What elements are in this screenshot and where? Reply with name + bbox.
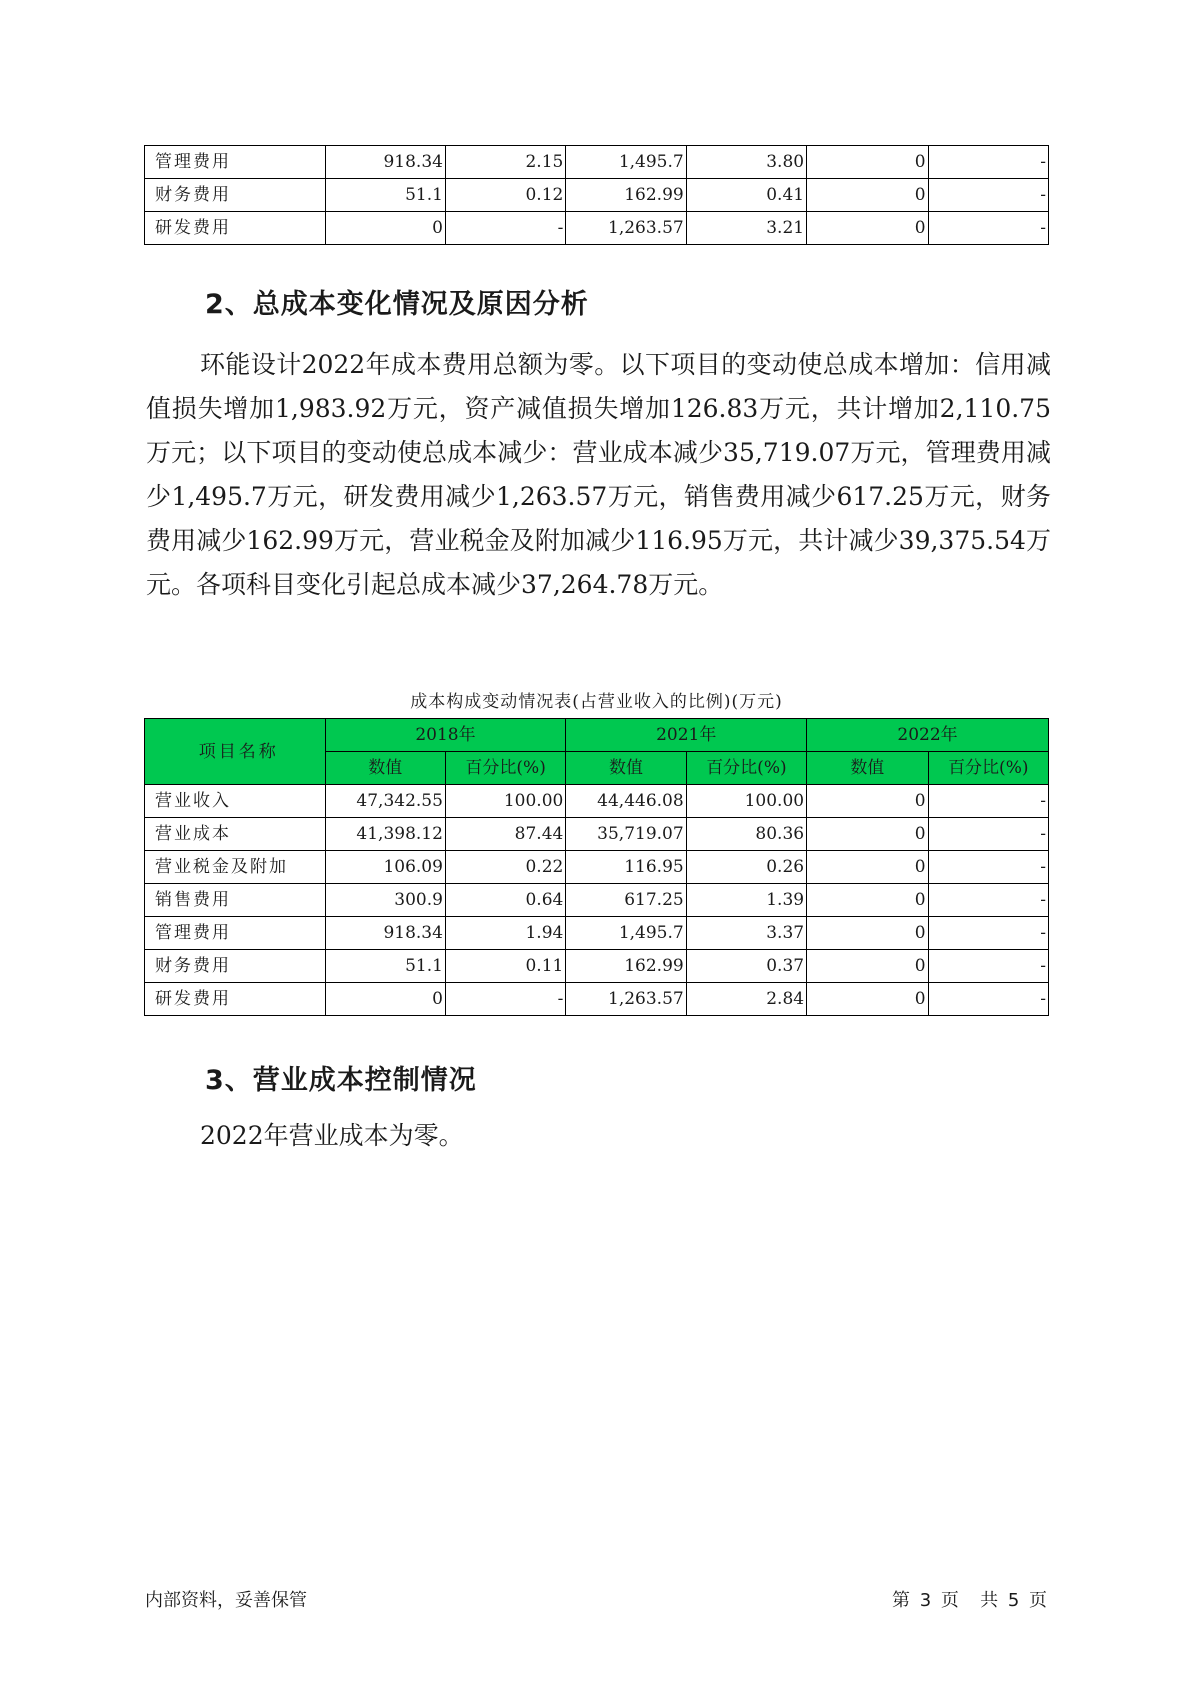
cell-v2021: 1,495.7: [566, 917, 686, 950]
cell-p2022: -: [928, 884, 1048, 917]
cell-p2021: 0.26: [686, 851, 806, 884]
cell-v2022: 0: [807, 917, 928, 950]
cost-control-paragraph: 2022年营业成本为零。: [200, 1121, 464, 1150]
cell-p2021: 3.21: [686, 212, 806, 245]
cell-v2018: 51.1: [325, 950, 445, 983]
header-year-2021: 2021年: [566, 719, 807, 752]
cell-p2018: 0.22: [445, 851, 565, 884]
cell-p2022: -: [928, 785, 1048, 818]
cost-table-caption: 成本构成变动情况表(占营业收入的比例)(万元): [410, 692, 783, 712]
cell-p2021: 3.80: [686, 146, 806, 179]
cell-v2022: 0: [807, 212, 928, 245]
cell-p2018: 0.11: [445, 950, 565, 983]
cell-p2022: -: [928, 851, 1048, 884]
header-percent-2021: 百分比(%): [686, 752, 806, 785]
page-prefix: 第: [891, 1590, 910, 1611]
total-cost-analysis-paragraph: 环能设计2022年成本费用总额为零。以下项目的变动使总成本增加：信用减值损失增加1,983.92万元，资产减值损失增加126.83万元，共计增加2,110.75万元；以下项目的变动使总成本减少：营业成本减少35,719.07万元，管理费用减少1,495.7万元，研发费用减少1,263.57万元，销售费用减少617.25万元，财务费用减少162.99万元，营业税金及附加减少116.95万元，共计减少39,375.54万元。各项科目变化引起总成本减少37,264.78万元。: [146, 350, 1051, 599]
table-row: [145, 851, 1049, 884]
cell-v2022: 0: [807, 950, 928, 983]
table-row: [145, 983, 1049, 1016]
table-row: [145, 146, 1049, 179]
section-heading-total-cost: 2、总成本变化情况及原因分析: [205, 289, 589, 320]
total-prefix: 共: [980, 1590, 999, 1611]
cell-v2021: 617.25: [566, 884, 686, 917]
cell-p2021: 2.84: [686, 983, 806, 1016]
cell-v2022: 0: [807, 983, 928, 1016]
row-label: 财务费用: [145, 950, 326, 983]
cell-v2018: 41,398.12: [325, 818, 445, 851]
table-row: [145, 785, 1049, 818]
cell-p2022: -: [928, 212, 1048, 245]
header-item-name: 项目名称: [145, 719, 326, 785]
header-value-2021: 数值: [566, 752, 686, 785]
table-row: [145, 884, 1049, 917]
table-row: [145, 917, 1049, 950]
row-label: 管理费用: [145, 146, 326, 179]
cell-p2022: -: [928, 179, 1048, 212]
page-total: 5: [1007, 1590, 1020, 1611]
table-row: [145, 950, 1049, 983]
cell-v2022: 0: [807, 146, 928, 179]
header-value-2022: 数值: [807, 752, 928, 785]
footer-page-number: [890, 1586, 1049, 1612]
header-percent-2018: 百分比(%): [445, 752, 565, 785]
cell-p2022: -: [928, 983, 1048, 1016]
cell-p2018: -: [445, 212, 565, 245]
cell-v2021: 1,263.57: [566, 212, 686, 245]
cell-v2018: 0: [325, 212, 445, 245]
cell-v2018: 918.34: [325, 917, 445, 950]
cell-v2018: 300.9: [325, 884, 445, 917]
cell-v2022: 0: [807, 818, 928, 851]
continued-expense-table: [144, 145, 1049, 245]
cell-v2018: 51.1: [325, 179, 445, 212]
header-year-2022: 2022年: [807, 719, 1049, 752]
cell-v2021: 35,719.07: [566, 818, 686, 851]
row-label: 研发费用: [145, 212, 326, 245]
page-unit: 页: [940, 1590, 959, 1611]
section-heading-cost-control: 3、营业成本控制情况: [205, 1065, 477, 1096]
cost-table-header: [145, 719, 1049, 785]
page-current: 3: [919, 1590, 932, 1611]
cell-p2018: 87.44: [445, 818, 565, 851]
row-label: 研发费用: [145, 983, 326, 1016]
table-row: [145, 818, 1049, 851]
cell-v2018: 106.09: [325, 851, 445, 884]
header-year-2018: 2018年: [325, 719, 566, 752]
header-percent-2022: 百分比(%): [928, 752, 1048, 785]
cell-p2018: 0.12: [445, 179, 565, 212]
cell-p2021: 0.41: [686, 179, 806, 212]
cell-v2021: 1,263.57: [566, 983, 686, 1016]
cell-p2021: 80.36: [686, 818, 806, 851]
table-row: [145, 212, 1049, 245]
cost-structure-table: [144, 718, 1049, 1016]
cell-p2022: -: [928, 917, 1048, 950]
cost-table-header-row-years: [145, 719, 1049, 752]
cell-p2022: -: [928, 818, 1048, 851]
cell-v2022: 0: [807, 884, 928, 917]
cost-structure-table-body: [145, 785, 1049, 1016]
cell-p2021: 3.37: [686, 917, 806, 950]
footer-confidential-note: 内部资料，妥善保管: [145, 1590, 307, 1611]
header-value-2018: 数值: [325, 752, 445, 785]
row-label: 销售费用: [145, 884, 326, 917]
total-unit: 页: [1029, 1590, 1047, 1611]
cell-p2018: 2.15: [445, 146, 565, 179]
cell-p2021: 100.00: [686, 785, 806, 818]
cell-v2018: 918.34: [325, 146, 445, 179]
row-label: 财务费用: [145, 179, 326, 212]
row-label: 管理费用: [145, 917, 326, 950]
row-label: 营业收入: [145, 785, 326, 818]
cell-p2018: -: [445, 983, 565, 1016]
cell-v2021: 162.99: [566, 179, 686, 212]
cell-v2021: 1,495.7: [566, 146, 686, 179]
row-label: 营业成本: [145, 818, 326, 851]
cell-v2021: 162.99: [566, 950, 686, 983]
cell-p2021: 0.37: [686, 950, 806, 983]
cell-v2022: 0: [807, 851, 928, 884]
row-label: 营业税金及附加: [145, 851, 326, 884]
cell-p2018: 1.94: [445, 917, 565, 950]
cell-v2021: 44,446.08: [566, 785, 686, 818]
cell-v2018: 47,342.55: [325, 785, 445, 818]
cell-v2022: 0: [807, 179, 928, 212]
table-row: [145, 179, 1049, 212]
cell-p2022: -: [928, 146, 1048, 179]
cell-v2022: 0: [807, 785, 928, 818]
cell-p2018: 0.64: [445, 884, 565, 917]
cell-v2018: 0: [325, 983, 445, 1016]
cell-p2021: 1.39: [686, 884, 806, 917]
cell-v2021: 116.95: [566, 851, 686, 884]
cell-p2022: -: [928, 950, 1048, 983]
continued-expense-table-body: [145, 146, 1049, 245]
cell-p2018: 100.00: [445, 785, 565, 818]
